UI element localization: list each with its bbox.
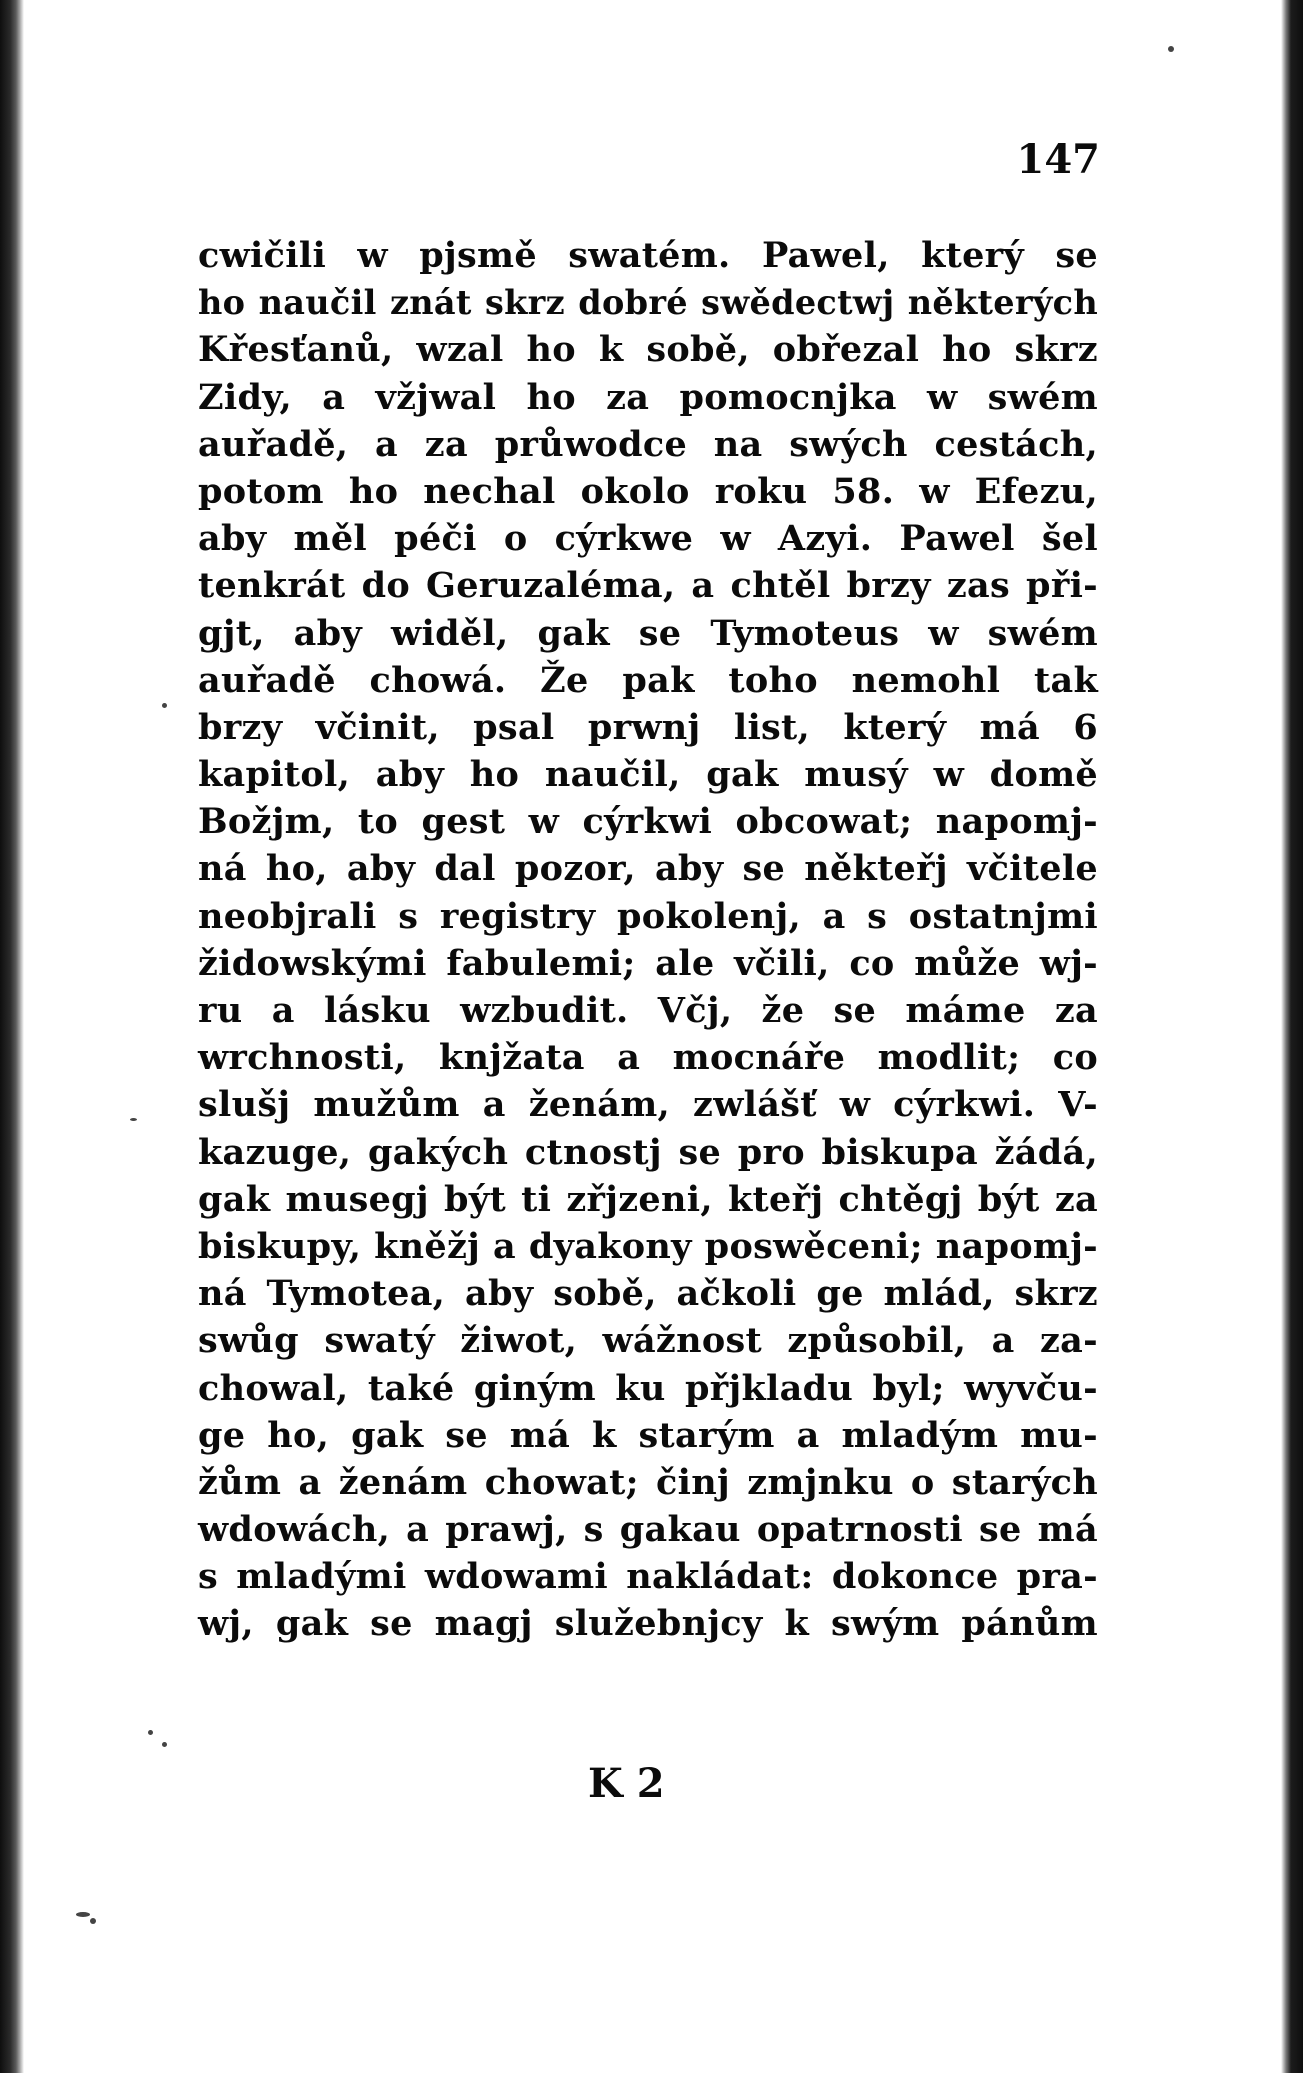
page-left-edge-shadow <box>0 0 24 2073</box>
text-line: wdowách, a prawj, s gakau opatrnosti se má <box>198 1509 1098 1551</box>
text-line: ho naučil znát skrz dobré swědectwj některých <box>198 283 1098 323</box>
text-line: gak musegj být ti zřjzeni, kteřj chtěgj být za <box>198 1178 1098 1220</box>
text-line: aby měl péči o cýrkwe w Azyi. Pawel šel <box>198 518 1098 560</box>
text-line: wj, gak se magj služebnjcy k swým pánům <box>198 1603 1098 1645</box>
ink-speck <box>90 1918 96 1924</box>
text-line: slušj mužům a ženám, zwlášť w cýrkwi. V- <box>198 1084 1098 1126</box>
page-right-edge-shadow <box>1281 0 1303 2073</box>
text-line: Božjm, to gest w cýrkwi obcowat; napomj- <box>198 801 1098 843</box>
text-line: auřadě chowá. Že pak toho nemohl tak <box>198 659 1098 701</box>
ink-speck <box>76 1912 90 1917</box>
text-line: Křesťanů, wzal ho k sobě, obřezal ho skrz <box>198 329 1098 371</box>
text-line: swůg swatý žiwot, wážnost způsobil, a za- <box>198 1320 1098 1362</box>
ink-speck <box>148 1730 153 1735</box>
text-line: potom ho nechal okolo roku 58. w Efezu, <box>198 470 1098 512</box>
text-line: ge ho, gak se má k starým a mladým mu- <box>198 1414 1098 1456</box>
text-line: biskupy, kněžj a dyakony poswěceni; napomj- <box>198 1225 1098 1267</box>
page-number: 147 <box>1016 136 1100 183</box>
text-line: Zidy, a vžjwal ho za pomocnjka w swém <box>198 376 1098 418</box>
text-line: brzy včinit, psal prwnj list, který má 6 <box>198 706 1098 748</box>
text-line: chowal, také giným ku přjkladu byl; wyvču- <box>198 1367 1098 1409</box>
text-line: auřadě, a za průwodce na swých cestách, <box>198 423 1098 465</box>
text-line: kapitol, aby ho naučil, gak musý w domě <box>198 754 1098 796</box>
text-line: židowskými fabulemi; ale včili, co může wj- <box>198 942 1098 984</box>
text-line: neobjrali s registry pokolenj, a s ostatnjmi <box>198 895 1098 937</box>
text-line: ná Tymotea, aby sobě, ačkoli ge mlád, skrz <box>198 1273 1098 1315</box>
ink-speck <box>162 1742 167 1747</box>
ink-speck <box>162 703 167 708</box>
body-text <box>198 232 1098 1648</box>
text-line: tenkrát do Geruzaléma, a chtěl brzy zas při- <box>198 565 1098 607</box>
text-line: ná ho, aby dal pozor, aby se někteřj včitele <box>198 848 1098 890</box>
ink-speck <box>1168 46 1174 52</box>
text-line: gjt, aby widěl, gak se Tymoteus w swém <box>198 612 1098 654</box>
text-line: wrchnosti, knjžata a mocnáře modlit; co <box>198 1037 1098 1079</box>
text-line: ru a lásku wzbudit. Včj, že se máme za <box>198 990 1098 1031</box>
text-line: žům a ženám chowat; činj zmjnku o starých <box>198 1461 1098 1503</box>
text-line: cwičili w pjsmě swatém. Pawel, který se <box>198 235 1098 276</box>
text-line: kazuge, gakých ctnostj se pro biskupa žádá, <box>198 1131 1098 1173</box>
text-line: s mladými wdowami nakládat: dokonce pra- <box>198 1556 1098 1598</box>
signature-mark: K 2 <box>588 1760 665 1807</box>
ink-speck <box>130 1118 137 1121</box>
